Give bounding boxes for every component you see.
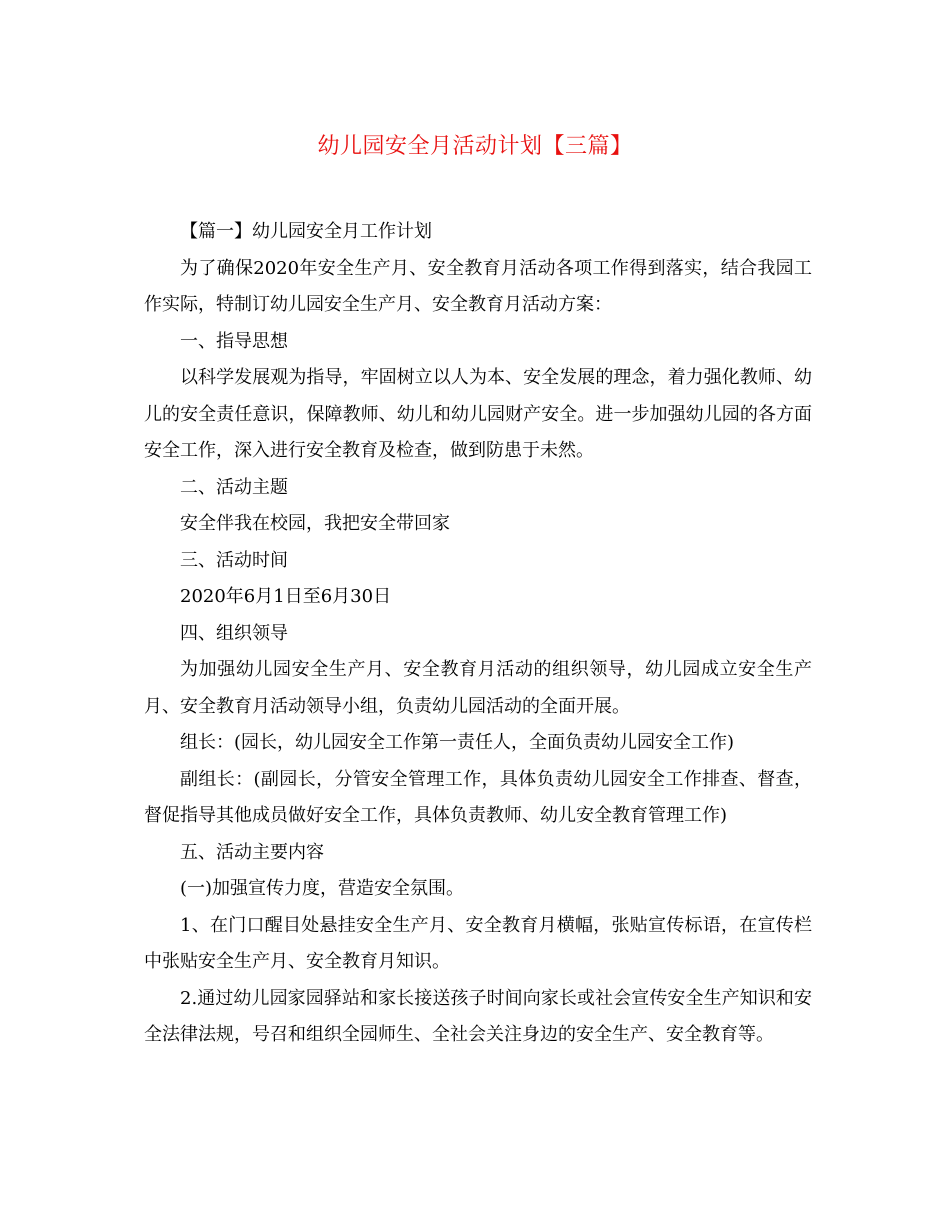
deputy-leader-paragraph: 副组长：(副园长，分管安全管理工作，具体负责幼儿园安全工作排查、督查，督促指导其他成员做好安全工作，具体负责教师、幼儿安全教育管理工作) — [144, 768, 812, 826]
item-two-paragraph: 2.通过幼儿园家园驿站和家长接送孩子时间向家长或社会宣传安全生产知识和安全法律法规，号召和组织全园师生、全社会关注身边的安全生产、安全教育等。 — [144, 987, 812, 1045]
section-heading-part-one: 【篇一】幼儿园安全月工作计划 — [180, 221, 432, 242]
organization-paragraph: 为加强幼儿园安全生产月、安全教育月活动的组织领导，幼儿园成立安全生产月、安全教育月活动领导小组，负责幼儿园活动的全面开展。 — [144, 659, 812, 717]
guiding-thought-paragraph: 以科学发展观为指导，牢固树立以人为本、安全发展的理念，着力强化教师、幼儿的安全责任意识，保障教师、幼儿和幼儿园财产安全。进一步加强幼儿园的各方面安全工作，深入进行安全教育及检查，做到防患于未然。 — [144, 367, 812, 461]
intro-paragraph: 为了确保2020年安全生产月、安全教育月活动各项工作得到落实，结合我园工作实际，特制订幼儿园安全生产月、安全教育月活动方案： — [144, 257, 812, 315]
heading-activity-theme: 二、活动主题 — [180, 476, 288, 498]
heading-main-content: 五、活动主要内容 — [180, 841, 324, 863]
heading-guiding-thought: 一、指导思想 — [180, 330, 288, 352]
activity-time-paragraph: 2020年6月1日至6月30日 — [180, 586, 392, 607]
heading-activity-time: 三、活动时间 — [180, 549, 288, 571]
activity-theme-paragraph: 安全伴我在校园，我把安全带回家 — [180, 513, 450, 534]
heading-organization: 四、组织领导 — [180, 622, 288, 644]
subheading-publicity: (一)加强宣传力度，营造安全氛围。 — [180, 878, 465, 899]
item-one-paragraph: 1、在门口醒目处悬挂安全生产月、安全教育月横幅，张贴宣传标语，在宣传栏中张贴安全生产月、安全教育月知识。 — [144, 914, 812, 972]
document-body — [144, 214, 812, 1054]
team-leader-paragraph: 组长：(园长，幼儿园安全工作第一责任人，全面负责幼儿园安全工作) — [180, 732, 735, 753]
document-title: 幼儿园安全月活动计划【三篇】 — [317, 134, 633, 159]
